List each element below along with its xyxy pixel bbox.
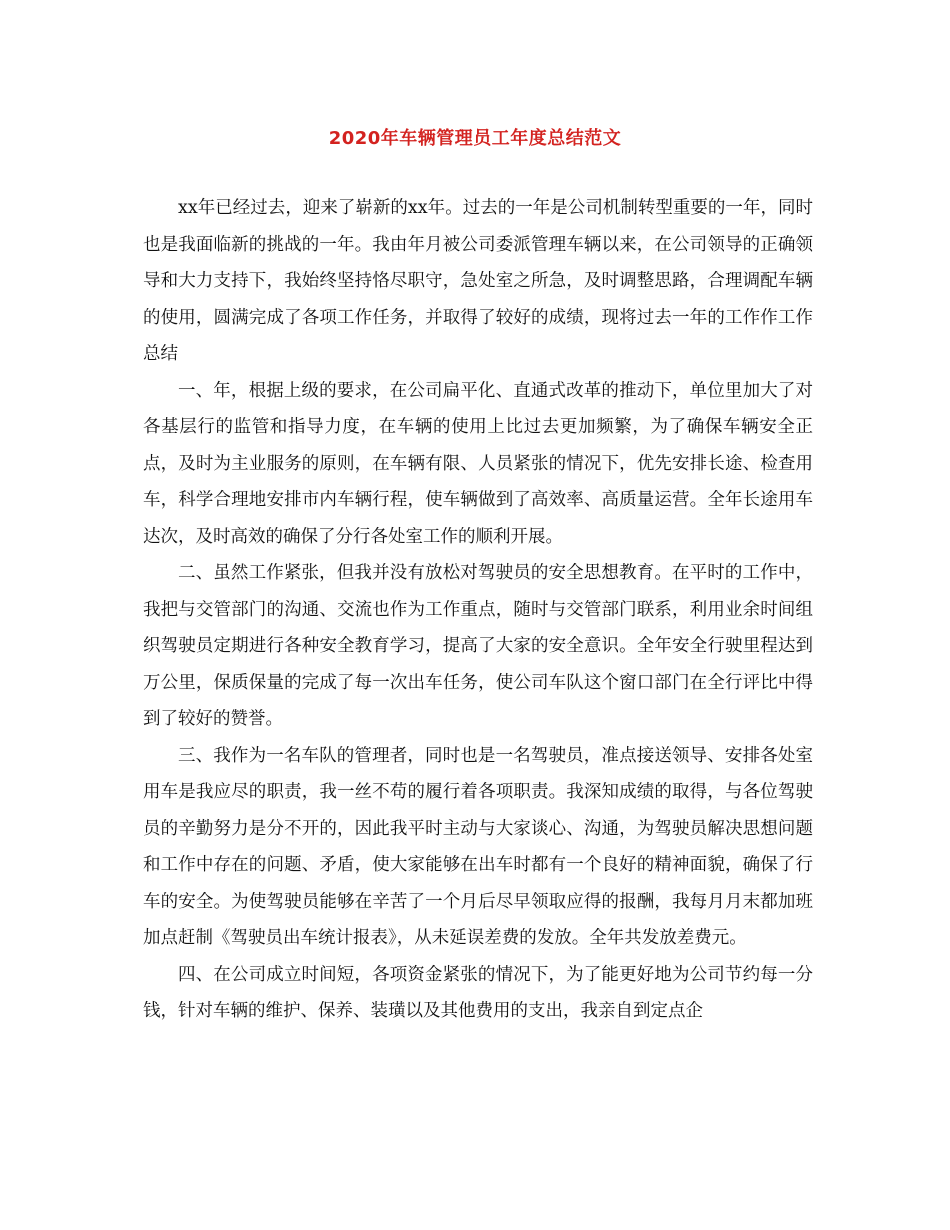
paragraph-section-2: 二、虽然工作紧张，但我并没有放松对驾驶员的安全思想教育。在平时的工作中，我把与交管部门的沟通、交流也作为工作重点，随时与交管部门联系，利用业余时间组织驾驶员定期进行各种安全教育学习，提高了大家的安全意识。全年安全行驶里程达到万公里，保质保量的完成了每一次出车任务，使公司车队这个窗口部门在全行评比中得到了较好的赞誉。 [143,563,813,729]
paragraph-section-3: 三、我作为一名车队的管理者，同时也是一名驾驶员，准点接送领导、安排各处室用车是我应尽的职责，我一丝不苟的履行着各项职责。我深知成绩的取得，与各位驾驶员的辛勤努力是分不开的，因此我平时主动与大家谈心、沟通，为驾驶员解决思想问题和工作中存在的问题、矛盾，使大家能够在出车时都有一个良好的精神面貌，确保了行车的安全。为使驾驶员能够在辛苦了一个月后尽早领取应得的报酬，我每月月末都加班加点赶制《驾驶员出车统计报表》，从未延误差费的发放。全年共发放差费元。 [143,745,813,948]
paragraph-section-4: 四、在公司成立时间短，各项资金紧张的情况下，为了能更好地为公司节约每一分钱，针对车辆的维护、保养、装璜以及其他费用的支出，我亲自到定点企 [143,964,813,1021]
document-body [143,190,813,1030]
document-title: 2020年车辆管理员工年度总结范文 [328,128,622,149]
paragraph-section-1: 一、年，根据上级的要求，在公司扁平化、直通式改革的推动下，单位里加大了对各基层行的监管和指导力度，在车辆的使用上比过去更加频繁，为了确保车辆安全正点，及时为主业服务的原则，在车辆有限、人员紧张的情况下，优先安排长途、检查用车，科学合理地安排市内车辆行程，使车辆做到了高效率、高质量运营。全年长途用车达次，及时高效的确保了分行各处室工作的顺利开展。 [143,380,813,547]
paragraph-intro: xx年已经过去，迎来了崭新的xx年。过去的一年是公司机制转型重要的一年，同时也是我面临新的挑战的一年。我由年月被公司委派管理车辆以来，在公司领导的正确领导和大力支持下，我始终坚持恪尽职守，急处室之所急，及时调整思路，合理调配车辆的使用，圆满完成了各项工作任务，并取得了较好的成绩，现将过去一年的工作作工作总结 [143,198,813,364]
